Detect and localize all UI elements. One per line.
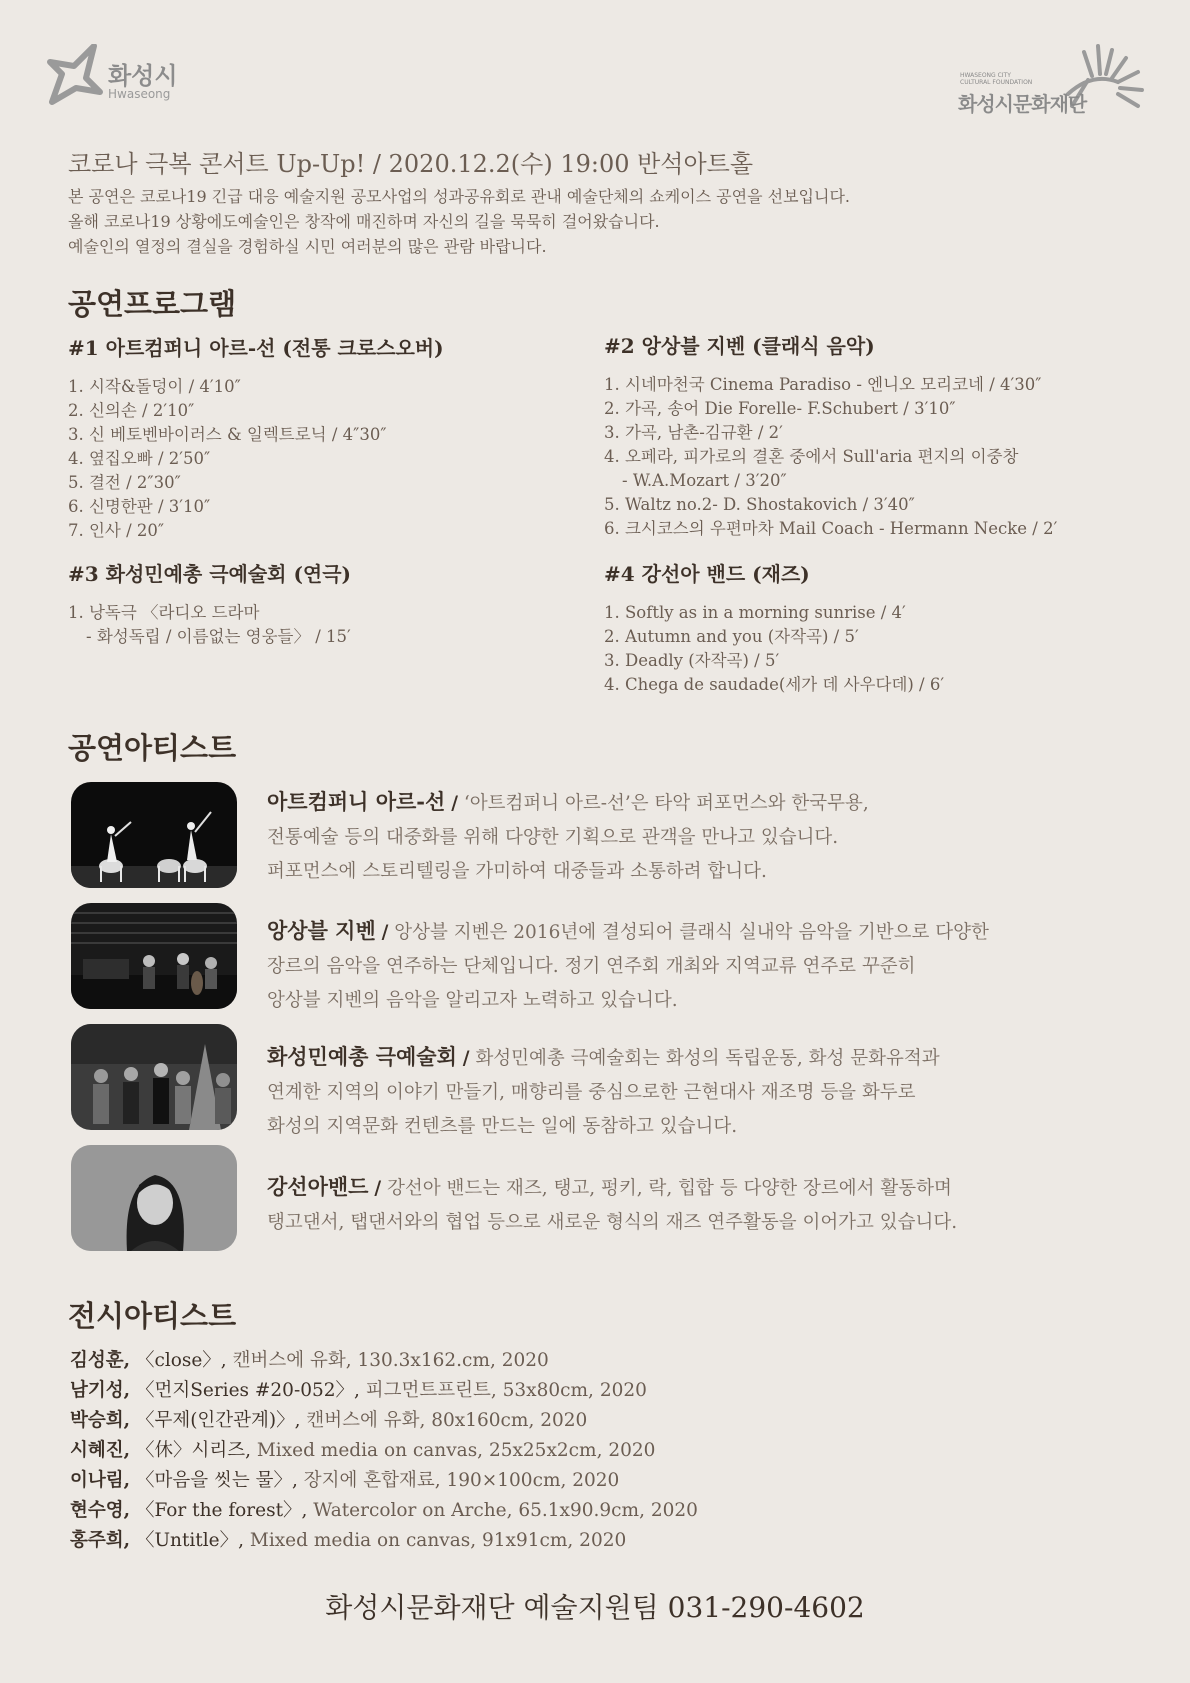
exhibit-detail: 캔버스에 유화, 130.3x162.cm, 2020 [232, 1350, 549, 1371]
exhibit-artist: 이나림, [70, 1470, 131, 1491]
exhibit-detail: 피그먼트프린트, 53x80cm, 2020 [365, 1380, 647, 1401]
exhibition-section-title: 전시아티스트 [68, 1299, 237, 1333]
artist-desc-line: 퍼포먼스에 스토리텔링을 가미하여 대중들과 소통하려 합니다. [267, 861, 767, 882]
artist-photo-theater [71, 1024, 237, 1130]
logo-en-line2: CULTURAL FOUNDATION [960, 79, 1033, 86]
artist-desc-arseon [267, 785, 869, 889]
exhibit-artist: 박승희, [70, 1410, 131, 1431]
exhibit-artist: 홍주희, [70, 1530, 131, 1551]
artist-desc-sieben [267, 914, 989, 1018]
artist-desc-line: ‘아트컴퍼니 아르-선’은 타악 퍼포먼스와 한국무용, [463, 793, 869, 814]
exhibit-detail: 캔버스에 유화, 80x160cm, 2020 [306, 1410, 588, 1431]
exhibit-work: 〈close〉, [135, 1350, 227, 1371]
exhibit-artist: 현수영, [70, 1500, 131, 1521]
program-group-title: #1 아트컴퍼니 아르-선 (전통 크로스오버) [68, 336, 444, 360]
intro-paragraph [68, 184, 850, 259]
program-item: 4. Chega de saudade(세가 데 사우다데) / 6′ [604, 675, 945, 694]
program-item: 3. 신 베토벤바이러스 & 일렉트로닉 / 4″30″ [68, 425, 387, 444]
exhibit-artist: 시혜진, [70, 1440, 131, 1461]
exhibit-artist: 남기성, [70, 1380, 131, 1401]
exhibit-artist: 김성훈, [70, 1350, 131, 1371]
program-section-title: 공연프로그램 [68, 287, 237, 321]
exhibition-item [70, 1406, 698, 1436]
program-list [604, 373, 1057, 541]
program-item: 2. 신의손 / 2′10″ [68, 401, 195, 420]
artist-name: 앙상블 지벤 [267, 918, 376, 943]
program-item: 3. Deadly (자작곡) / 5′ [604, 651, 780, 670]
artist-desc-kangsuna [267, 1170, 957, 1240]
program-item: 4. 오페라, 피가로의 결혼 중에서 Sull'aria 편지의 이중창 [604, 447, 1019, 466]
intro-line: 본 공연은 코로나19 긴급 대응 예술지원 공모사업의 성과공유회로 관내 예술단체의 쇼케이스 공연을 선보입니다. [68, 187, 850, 206]
artist-desc-line: 화성의 지역문화 컨텐츠를 만드는 일에 동참하고 있습니다. [267, 1116, 738, 1137]
program-item: 6. 신명한판 / 3′10″ [68, 497, 211, 516]
artist-name: 아트컴퍼니 아르-선 [267, 789, 446, 814]
program-list [68, 601, 351, 649]
exhibition-item [70, 1376, 698, 1406]
exhibition-list [70, 1346, 698, 1556]
artist-desc-line: 강선아 밴드는 재즈, 탱고, 펑키, 락, 힙합 등 다양한 장르에서 활동하며 [386, 1178, 952, 1199]
exhibit-work: 〈Untitle〉, [135, 1530, 244, 1551]
program-group-3 [68, 558, 351, 649]
program-item: 4. 옆집오빠 / 2′50″ [68, 449, 211, 468]
exhibit-detail: Watercolor on Arche, 65.1x90.9cm, 2020 [313, 1500, 698, 1521]
artist-photo-kangsuna [71, 1145, 237, 1251]
artist-photo-sieben [71, 903, 237, 1009]
separator: / [451, 793, 458, 814]
logo-en-line1: HWASEONG CITY [960, 72, 1011, 79]
artists-section-title: 공연아티스트 [68, 731, 237, 765]
program-group-title: #3 화성민예총 극예술회 (연극) [68, 562, 352, 586]
exhibit-work: 〈마음을 씻는 물〉, [135, 1470, 298, 1491]
separator: / [462, 1048, 470, 1069]
program-list [604, 601, 944, 697]
artist-desc-line: 장르의 음악을 연주하는 단체입니다. 정기 연주회 개최와 지역교류 연주로 꾸준히 [267, 956, 916, 977]
program-group-title: #2 앙상블 지벤 (클래식 음악) [604, 334, 875, 358]
program-group-2 [604, 330, 1057, 541]
logo-en-text: Hwaseong [108, 87, 171, 101]
program-item: 1. 시네마천국 Cinema Paradiso - 엔니오 모리코네 / 4′30″ [604, 375, 1042, 394]
concert-headline: 코로나 극복 콘서트 Up-Up! / 2020.12.2(수) 19:00 반석아트홀 [68, 150, 754, 178]
program-item: 7. 인사 / 20″ [68, 521, 165, 540]
logo-ko-text: 화성시문화재단 [958, 92, 1087, 116]
exhibition-item [70, 1526, 698, 1556]
program-item: 5. 결전 / 2″30″ [68, 473, 181, 492]
program-item: 1. 시작&돌덩이 / 4′10″ [68, 377, 241, 396]
contact-footer: 화성시문화재단 예술지원팀 031-290-4602 [325, 1591, 865, 1624]
program-list [68, 375, 444, 543]
exhibition-item [70, 1346, 698, 1376]
program-item: 2. 가곡, 송어 Die Forelle- F.Schubert / 3′10″ [604, 399, 956, 418]
exhibition-item [70, 1466, 698, 1496]
artist-desc-line: 앙상블 지벤의 음악을 알리고자 노력하고 있습니다. [267, 990, 678, 1011]
separator: / [374, 1178, 382, 1199]
exhibition-item [70, 1496, 698, 1526]
intro-line: 올해 코로나19 상황에도예술인은 창작에 매진하며 자신의 길을 묵묵히 걸어왔습니다. [68, 212, 660, 231]
exhibit-detail: Mixed media on canvas, 25x25x2cm, 2020 [256, 1440, 656, 1461]
artist-desc-theater [267, 1040, 940, 1144]
exhibit-detail: 장지에 혼합재료, 190×100cm, 2020 [303, 1470, 620, 1491]
program-item: - W.A.Mozart / 3′20″ [622, 471, 787, 490]
hwaseong-star-icon [46, 44, 106, 110]
program-item: - 화성독립 / 이름없는 영웅들〉 / 15′ [86, 627, 351, 646]
program-item: 6. 크시코스의 우편마차 Mail Coach - Hermann Necke / 2′ [604, 519, 1058, 538]
separator: / [381, 922, 389, 943]
program-item: 1. 낭독극 〈라디오 드라마 [68, 603, 260, 622]
exhibit-work: 〈休〉시리즈, [135, 1440, 251, 1461]
artist-desc-line: 화성민예총 극예술회는 화성의 독립운동, 화성 문화유적과 [475, 1048, 940, 1069]
intro-line: 예술인의 열정의 결실을 경험하실 시민 여러분의 많은 관람 바랍니다. [68, 237, 547, 256]
hwaseong-city-logo [46, 44, 186, 110]
program-group-4 [604, 558, 944, 697]
exhibition-item [70, 1436, 698, 1466]
artist-name: 화성민예총 극예술회 [267, 1044, 457, 1069]
artist-name: 강선아밴드 [267, 1174, 369, 1199]
artist-photo-arseon [71, 782, 237, 888]
exhibit-detail: Mixed media on canvas, 91x91cm, 2020 [249, 1530, 627, 1551]
program-group-title: #4 강선아 밴드 (재즈) [604, 562, 810, 586]
exhibit-work: 〈For the forest〉, [135, 1500, 308, 1521]
logo-ko-text: 화성시 [108, 62, 178, 90]
artist-desc-line: 앙상블 지벤은 2016년에 결성되어 클래식 실내악 음악을 기반으로 다양한 [394, 922, 989, 943]
artist-desc-line: 전통예술 등의 대중화를 위해 다양한 기획으로 관객을 만나고 있습니다. [267, 827, 839, 848]
program-item: 3. 가곡, 남촌-김규환 / 2′ [604, 423, 783, 442]
program-group-1 [68, 332, 444, 543]
program-item: 5. Waltz no.2- D. Shostakovich / 3′40″ [604, 495, 915, 514]
exhibit-work: 〈먼지Series #20-052〉, [135, 1380, 360, 1401]
artist-desc-line: 연계한 지역의 이야기 만들기, 매향리를 중심으로한 근현대사 재조명 등을 화두로 [267, 1082, 916, 1103]
program-item: 1. Softly as in a morning sunrise / 4′ [604, 603, 906, 622]
program-item: 2. Autumn and you (자작곡) / 5′ [604, 627, 859, 646]
artist-desc-line: 탱고댄서, 탭댄서와의 협업 등으로 새로운 형식의 재즈 연주활동을 이어가고 있습니다. [267, 1212, 958, 1233]
logo-en-text [960, 72, 1060, 86]
exhibit-work: 〈무제(인간관계)〉, [135, 1410, 301, 1431]
cultural-foundation-logo [958, 44, 1148, 116]
